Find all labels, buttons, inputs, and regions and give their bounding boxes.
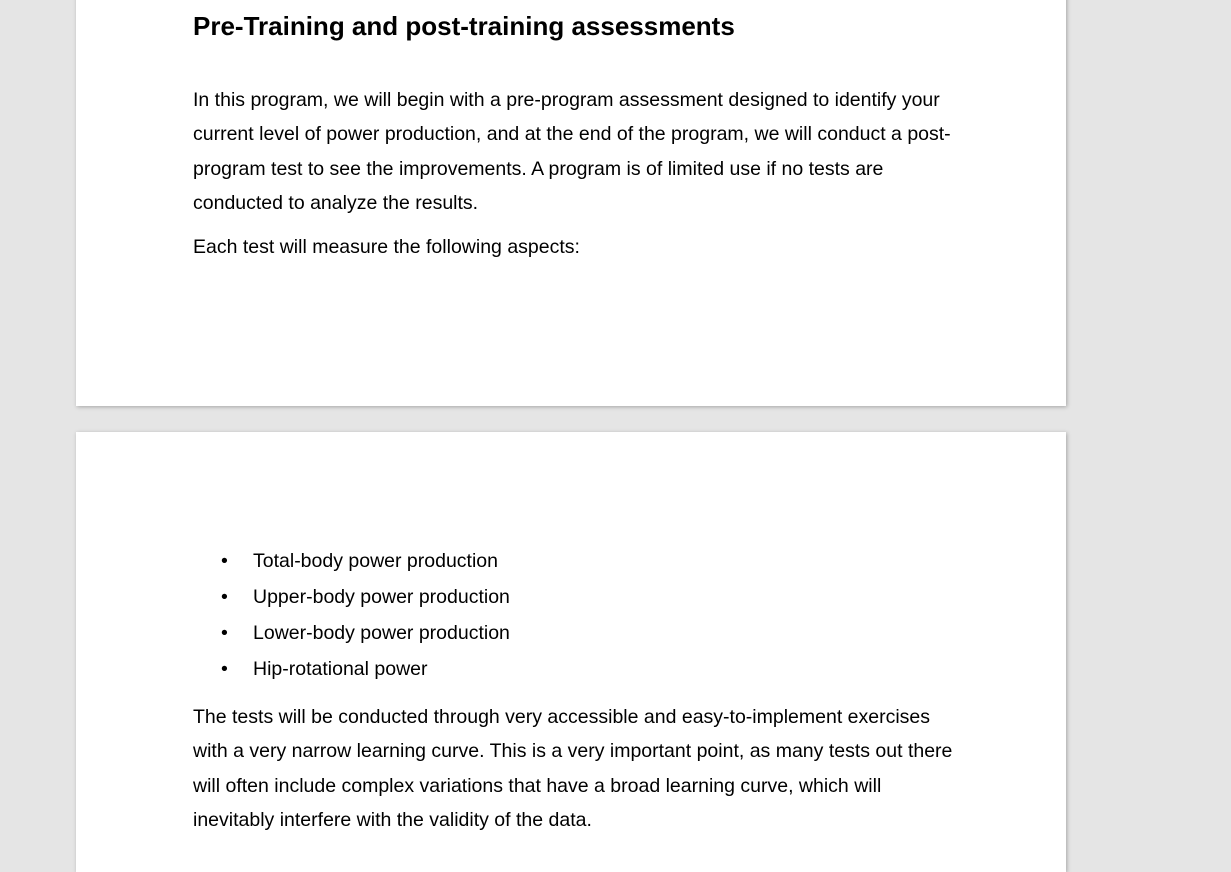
bullet-icon: •	[221, 622, 228, 644]
list-item: • Lower-body power production	[221, 615, 991, 651]
section-heading: Pre-Training and post-training assessments	[193, 11, 735, 41]
document-page-2	[76, 432, 1066, 872]
list-item: • Total-body power production	[221, 543, 991, 579]
bullet-icon: •	[221, 586, 228, 608]
aspects-intro-paragraph: Each test will measure the following aspects:	[193, 236, 580, 258]
intro-paragraph: In this program, we will begin with a pre-program assessment designed to identify your current level of power production, and at the end of the program, we will conduct a post-program test to see the improvements. A program is of limited use if no tests are conducted to analyze the results.	[193, 89, 951, 214]
list-item: • Upper-body power production	[221, 579, 991, 615]
tests-paragraph: The tests will be conducted through very accessible and easy-to-implement exercises with a very narrow learning curve. This is a very important point, as many tests out there will often include complex variations that have a broad learning curve, which will inevitably interfere with the validity of the data.	[193, 706, 953, 831]
document-page-1	[76, 0, 1066, 406]
aspects-list	[221, 543, 991, 687]
bullet-icon: •	[221, 550, 228, 572]
list-item: • Hip-rotational power	[221, 651, 991, 687]
bullet-icon: •	[221, 658, 228, 680]
